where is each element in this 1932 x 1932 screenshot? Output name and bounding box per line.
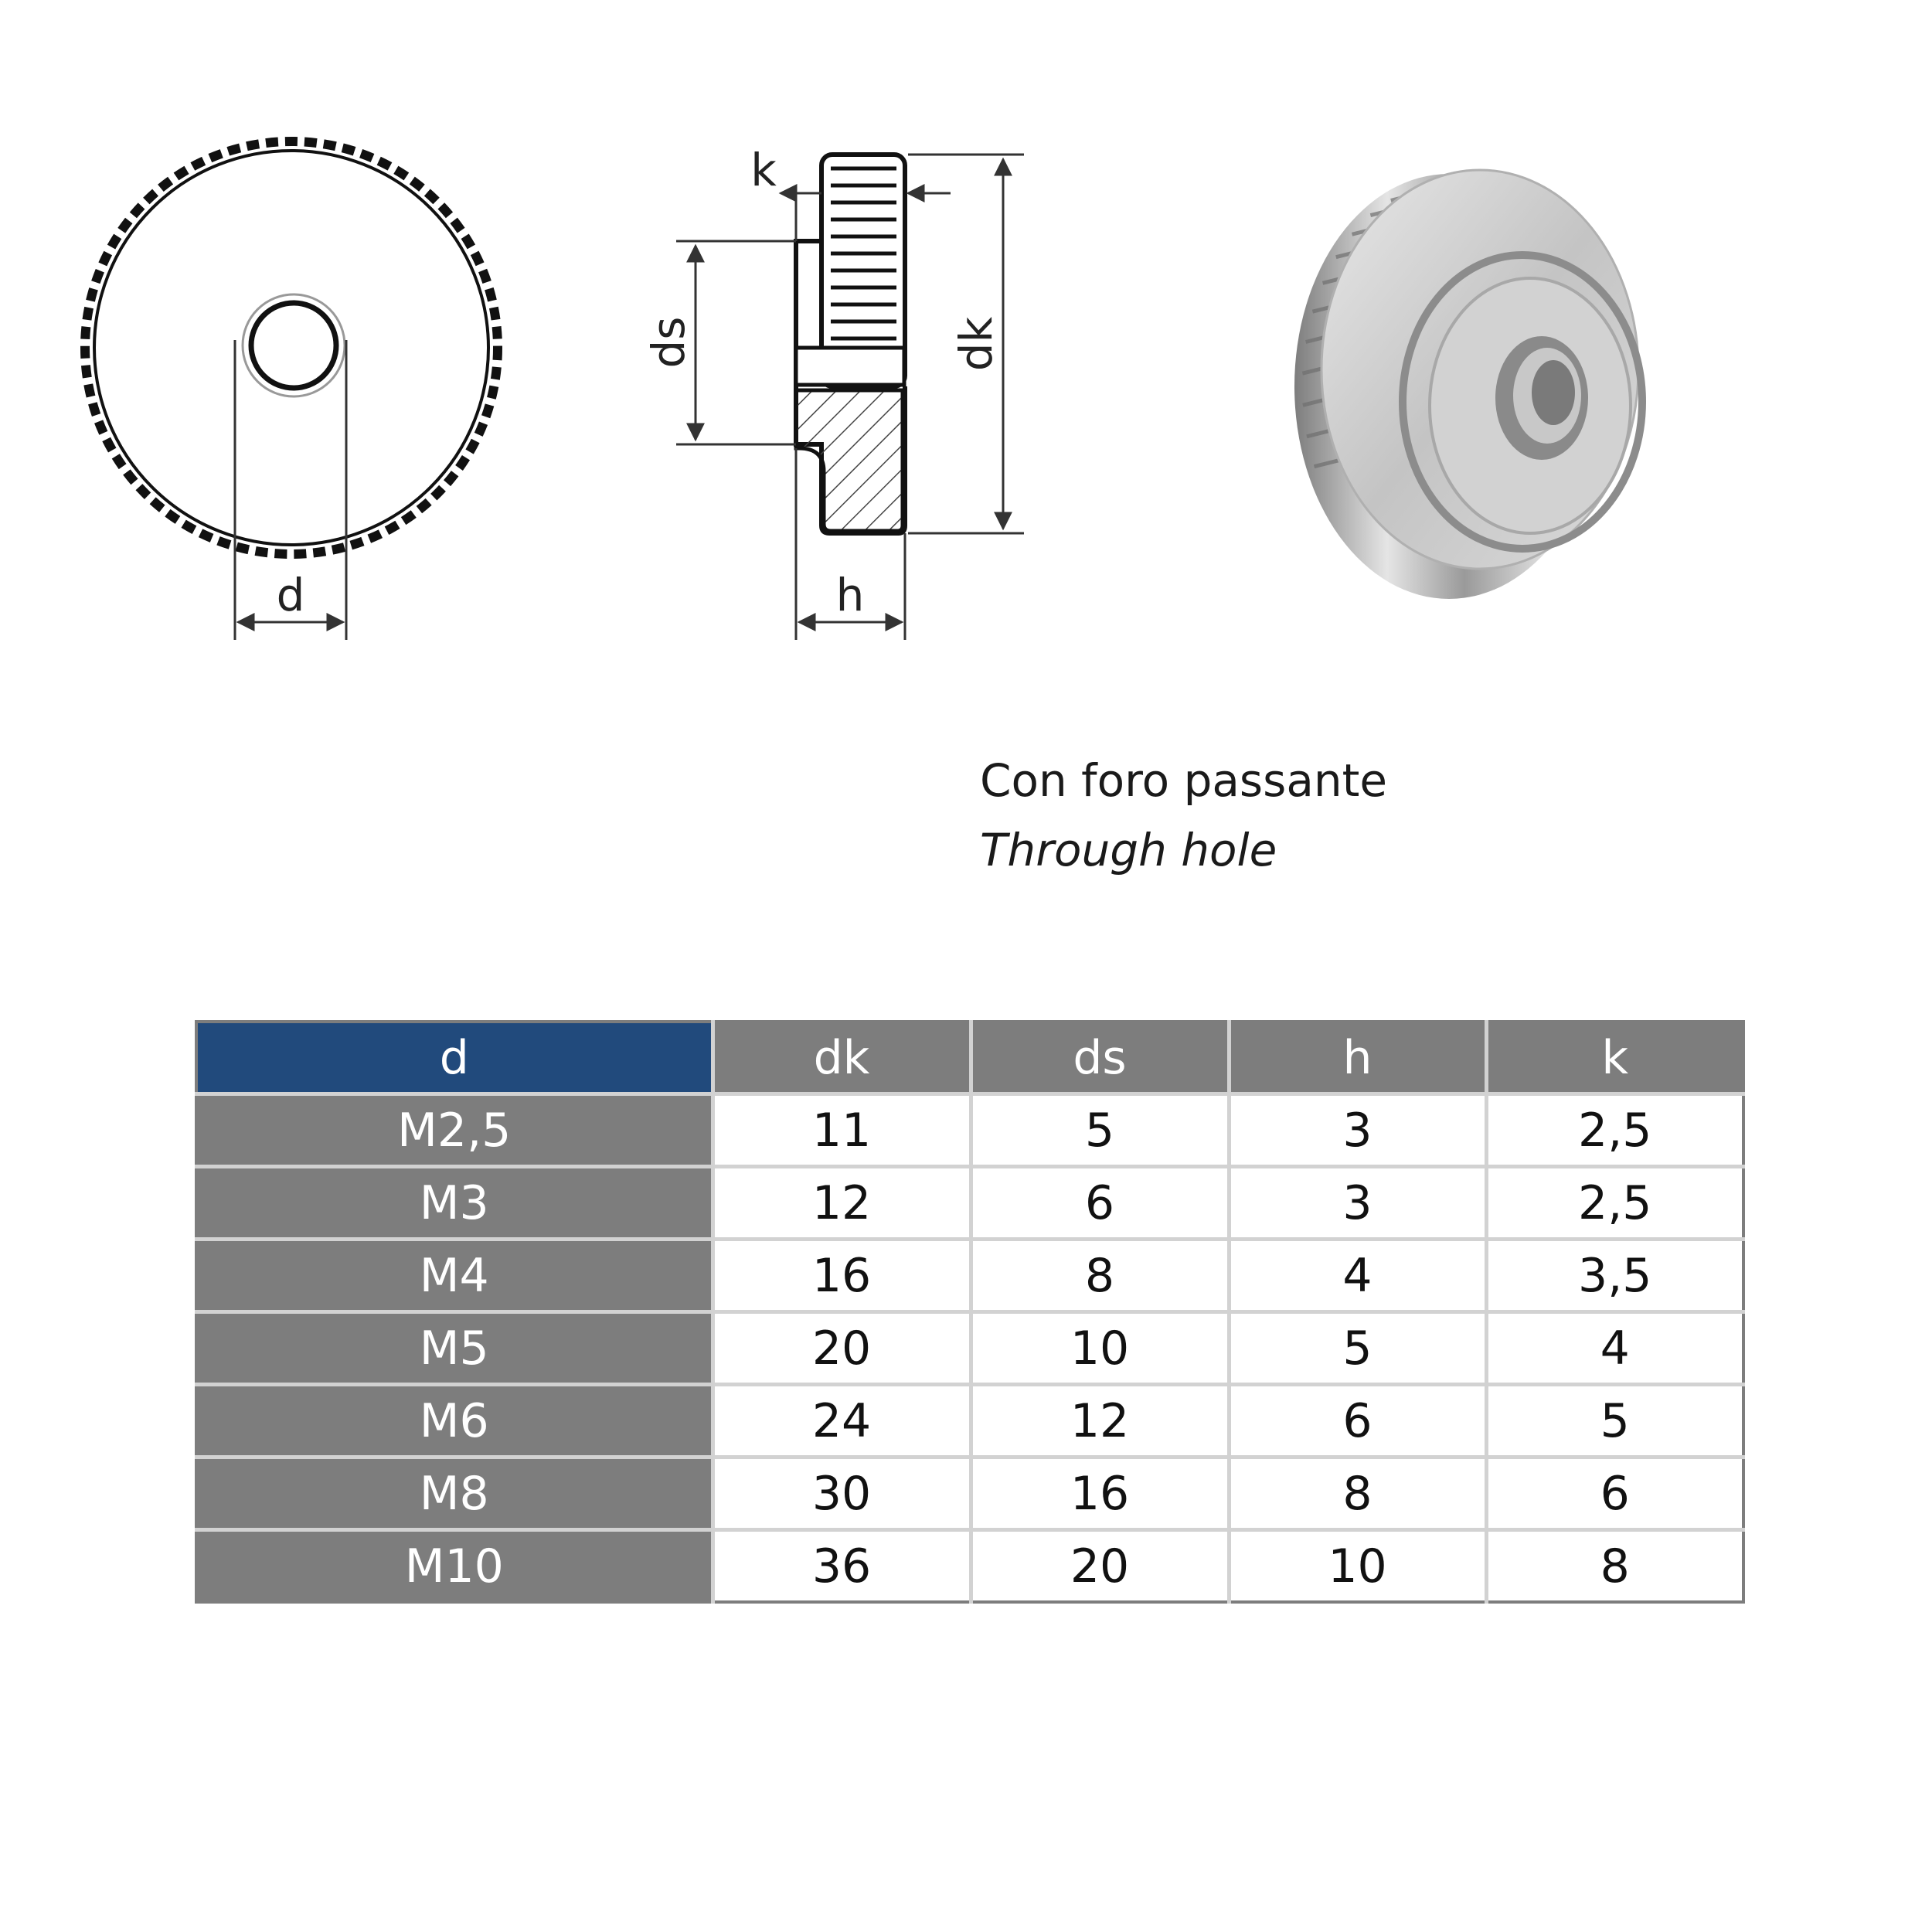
cell-h: 4 [1229,1240,1486,1312]
table-row [196,1094,1743,1167]
cell-k: 6 [1486,1458,1743,1530]
caption-italian: Con foro passante [980,754,1388,807]
dim-label-k: k [750,144,777,196]
cell-d: M6 [196,1385,713,1458]
cell-d: M10 [196,1530,713,1603]
cell-d: M8 [196,1458,713,1530]
cell-dk: 24 [713,1385,971,1458]
cell-ds: 20 [971,1530,1229,1603]
header-k: k [1486,1022,1743,1094]
cell-d: M3 [196,1167,713,1240]
cell-h: 6 [1229,1385,1486,1458]
cell-h: 10 [1229,1530,1486,1603]
cell-k: 5 [1486,1385,1743,1458]
table-row [196,1458,1743,1530]
cell-ds: 16 [971,1458,1229,1530]
cell-dk: 20 [713,1312,971,1385]
cell-ds: 6 [971,1167,1229,1240]
front-view [85,141,498,640]
table-row [196,1385,1743,1458]
cell-dk: 36 [713,1530,971,1603]
cell-d: M4 [196,1240,713,1312]
cell-h: 3 [1229,1094,1486,1167]
cell-ds: 8 [971,1240,1229,1312]
cell-k: 2,5 [1486,1167,1743,1240]
cell-ds: 5 [971,1094,1229,1167]
side-section-view [642,144,1024,640]
caption-english: Through hole [980,824,1277,876]
cell-dk: 16 [713,1240,971,1312]
header-ds: ds [971,1022,1229,1094]
cell-d: M5 [196,1312,713,1385]
dim-label-ds: ds [642,316,695,369]
cell-ds: 10 [971,1312,1229,1385]
table-row [196,1240,1743,1312]
header-d: d [196,1022,713,1094]
cell-k: 8 [1600,1539,1630,1594]
cell-h: 5 [1229,1312,1486,1385]
cell-k: 4 [1486,1312,1743,1385]
cell-dk: 30 [713,1458,971,1530]
dim-label-dk: dk [950,316,1002,372]
cell-k: 2,5 [1486,1094,1743,1167]
header-h: h [1229,1022,1486,1094]
caption [980,746,1387,885]
product-render [1294,170,1642,599]
cell-ds: 12 [971,1385,1229,1458]
table-row [196,1312,1743,1385]
cell-h: 3 [1229,1167,1486,1240]
cell-dk: 12 [713,1167,971,1240]
table-header-row [196,1022,1743,1094]
technical-drawings [0,0,1932,696]
cell-k: 3,5 [1486,1240,1743,1312]
dim-label-d: d [276,569,305,621]
dimensions-table [195,1020,1745,1604]
table-row [196,1167,1743,1240]
cell-h: 8 [1229,1458,1486,1530]
table-row [196,1530,1743,1603]
cell-dk: 11 [713,1094,971,1167]
dim-label-h: h [835,569,865,621]
header-dk: dk [713,1022,971,1094]
cell-d: M2,5 [196,1094,713,1167]
